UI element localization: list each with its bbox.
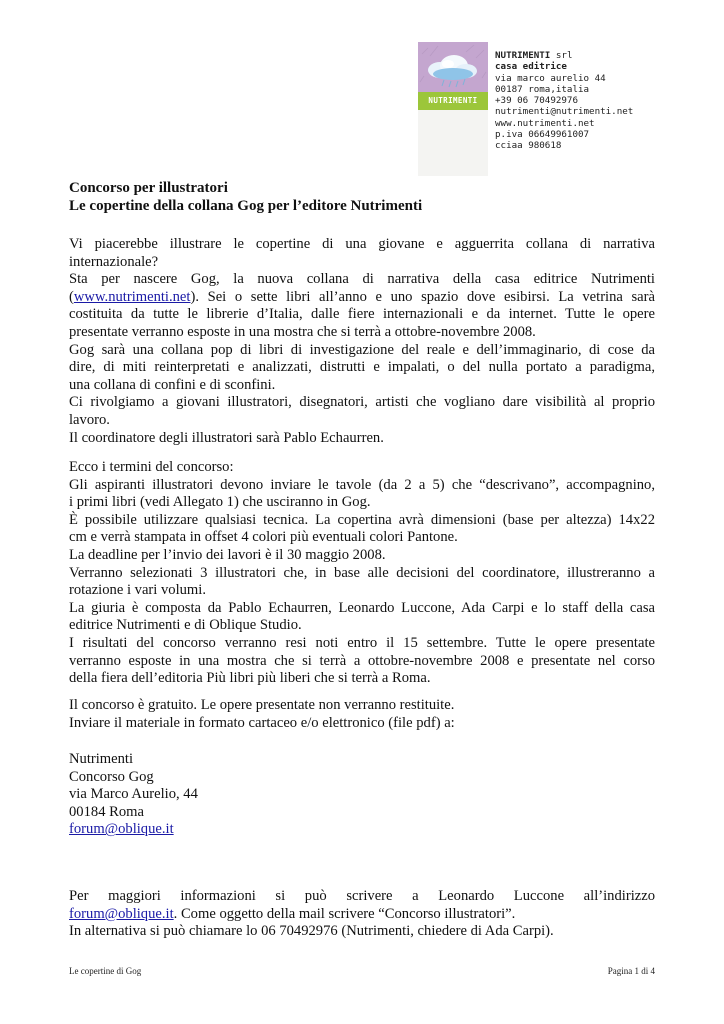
text-line: Sta per nascere Gog, la nuova collana di narrativa della casa editrice Nutrimenti: [69, 271, 655, 288]
text-line: In alternativa si può chiamare lo 06 70492976 (Nutrimenti, chiedere di Ada Carpi).: [69, 923, 554, 940]
text-line: i primi libri (vedi Allegato 1) che usciranno in Gog.: [69, 494, 371, 511]
text-line: costituita da tutte le librerie d’Italia, dalle fiere internazionali e da internet. Tutte le opere: [69, 306, 655, 323]
company-line: [495, 50, 665, 61]
info-paragraph: [69, 888, 655, 941]
submission-paragraph: [69, 697, 655, 732]
title-line-1: Concorso per illustratori: [69, 180, 228, 196]
text-line: I risultati del concorso verranno resi noti entro il 15 settembre. Tutte le opere presentate: [69, 634, 655, 651]
text-line: È possibile utilizzare qualsiasi tecnica. La copertina avrà dimensioni (base per altezza) 14x22: [69, 511, 655, 528]
mailing-address: [69, 751, 655, 839]
company-type: casa editrice: [495, 61, 567, 73]
company-email: nutrimenti@nutrimenti.net: [495, 106, 634, 118]
vat-number: p.iva 06649961007: [495, 129, 590, 141]
text-line: Verranno selezionati 3 illustratori che, in base alle decisioni del coordinatore, illustreranno a: [69, 564, 655, 581]
text-line: rotazione i vari volumi.: [69, 582, 206, 599]
text-line: Vi piacerebbe illustrare le copertine di una giovane e agguerrita collana di narrativa: [69, 236, 655, 252]
text-line: Il concorso è gratuito. Le opere presentate non verranno restituite.: [69, 697, 455, 713]
company-name: NUTRIMENTI: [495, 50, 551, 61]
text-line: della fiera dell’editoria Più libri più liberi che si terrà a Roma.: [69, 670, 431, 687]
text-fragment: (: [69, 288, 74, 305]
company-suffix: srl: [555, 50, 573, 61]
text-line: La giuria è composta da Pablo Echaurren, Leonardo Luccone, Ada Carpi e lo staff della casa: [69, 599, 655, 616]
letterhead-address: [495, 50, 665, 152]
text-line: internazionale?: [69, 253, 159, 270]
logo-lower-panel: [418, 110, 488, 176]
logo-label: NUTRIMENTI: [418, 92, 488, 110]
text-line: una collana di confini e di sconfini.: [69, 376, 276, 393]
text-line: [69, 906, 655, 924]
address-line: [69, 821, 655, 839]
address-line: 00184 Roma: [69, 803, 144, 820]
document-title: [69, 180, 655, 215]
text-line: La deadline per l’invio dei lavori è il 30 maggio 2008.: [69, 546, 386, 563]
text-line: presentate verranno esposte in una mostra che si terrà a ottobre-novembre 2008.: [69, 323, 536, 340]
text-line: cm e verrà stampata in offset 4 colori più eventuali colori Pantone.: [69, 529, 458, 546]
text-line: Gog sarà una collana pop di libri di investigazione del reale e dell’immaginario, di cose da: [69, 341, 655, 358]
address-line: Concorso Gog: [69, 768, 154, 785]
text-line: Il coordinatore degli illustratori sarà Pablo Echaurren.: [69, 429, 384, 446]
text-line: Ecco i termini del concorso:: [69, 459, 234, 475]
footer-page-number: Pagina 1 di 4: [607, 966, 655, 976]
intro-paragraph: [69, 236, 655, 447]
contact-email-link[interactable]: forum@oblique.it: [69, 905, 174, 922]
address-line-2: 00187 roma,italia: [495, 83, 590, 95]
cloud-icon: [418, 42, 488, 92]
terms-paragraph: [69, 459, 655, 688]
text-fragment: ). Sei o sette libri all’anno e uno spazio dove esibirsi. La vetrina sarà: [190, 288, 655, 305]
text-line: dire, di miti reinterpretati e analizzati, distrutti e impalati, o del nulla portato a paradigma,: [69, 359, 655, 376]
footer-title: Le copertine di Gog: [69, 966, 142, 976]
address-line: via Marco Aurelio, 44: [69, 786, 198, 803]
phone: +39 06 70492976: [495, 95, 578, 107]
address-line: Nutrimenti: [69, 751, 134, 767]
company-website: www.nutrimenti.net: [495, 117, 595, 129]
text-line: editrice Nutrimenti e di Oblique Studio.: [69, 617, 302, 634]
title-line-2: Le copertine della collana Gog per l’editore Nutrimenti: [69, 197, 423, 214]
text-line: Gli aspiranti illustratori devono inviare le tavole (da 2 a 5) che “descrivano”, accompagnino,: [69, 476, 655, 493]
text-line: Inviare il materiale in formato cartaceo e/o elettronico (file pdf) a:: [69, 714, 455, 731]
cciaa-number: cciaa 980618: [495, 140, 562, 152]
text-line: lavoro.: [69, 411, 110, 428]
address-line-1: via marco aurelio 44: [495, 72, 606, 84]
text-line: [69, 289, 655, 307]
oblique-email-link[interactable]: forum@oblique.it: [69, 821, 174, 838]
text-line: Per maggiori informazioni si può scrivere a Leonardo Luccone all’indirizzo: [69, 888, 655, 904]
text-fragment: . Come oggetto della mail scrivere “Concorso illustratori”.: [173, 905, 516, 922]
nutrimenti-website-link[interactable]: www.nutrimenti.net: [73, 288, 191, 305]
text-line: Ci rivolgiamo a giovani illustratori, disegnatori, artisti che vogliano dare visibilità al proprio: [69, 394, 655, 411]
text-line: verranno esposte in una mostra che si terrà a ottobre-novembre 2008 e presentate nel corso: [69, 652, 655, 669]
